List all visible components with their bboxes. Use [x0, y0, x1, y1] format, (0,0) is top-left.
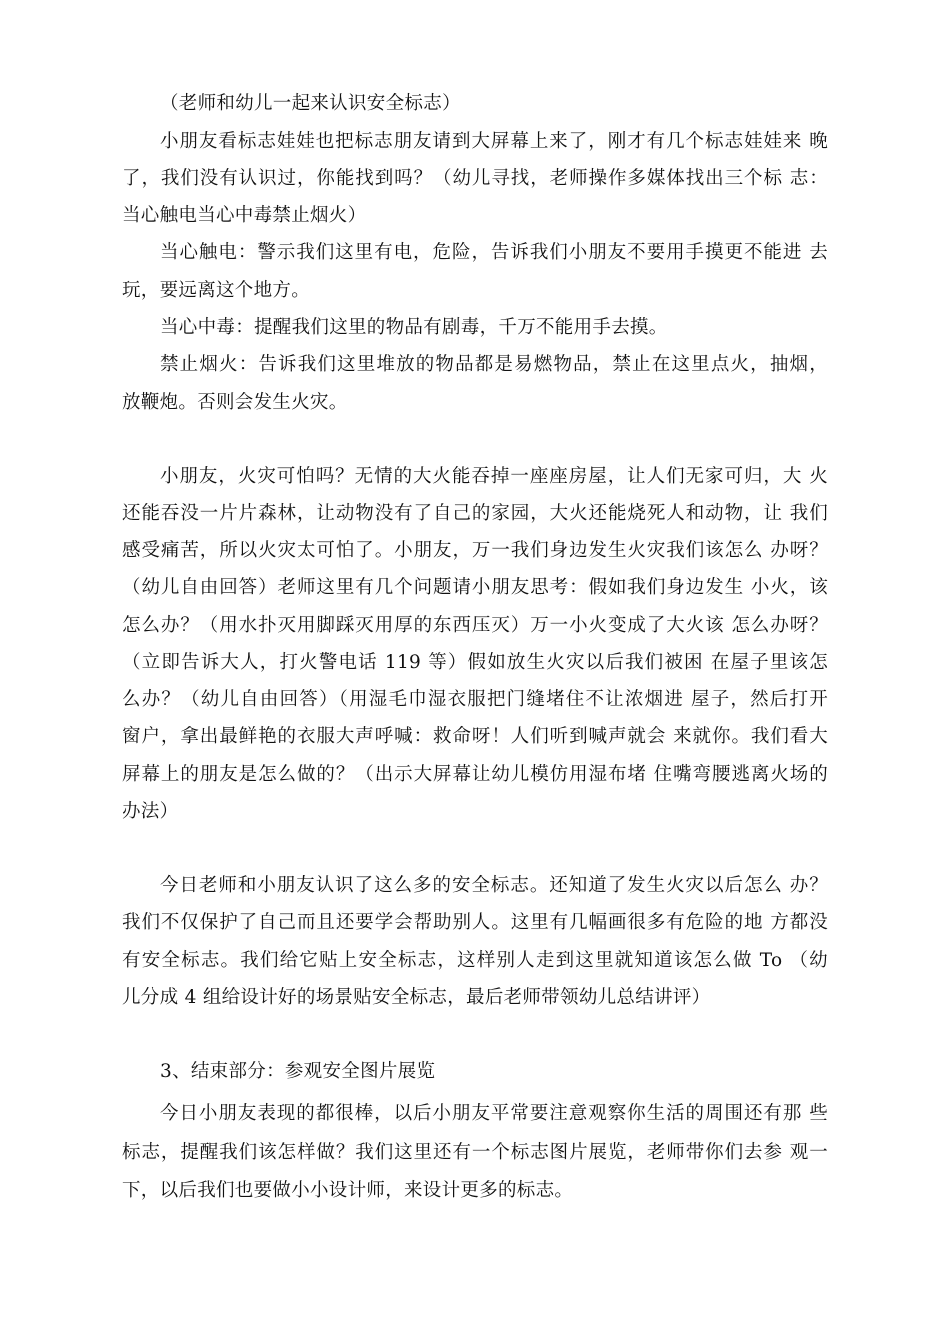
poison-line-1: 当心中毒：提醒我们这里的物品有剧毒，千万不能用手去摸。	[160, 317, 668, 338]
closing-line-1: 今日小朋友表现的都很棒，以后小朋友平常要注意观察你生活的周围还有那 些	[160, 1103, 828, 1124]
find-signs-line-1: 小朋友看标志娃娃也把标志朋友请到大屏幕上来了，刚才有几个标志娃娃来 晚	[160, 131, 828, 152]
closing-line-2: 标志，提醒我们该怎样做？我们这里还有一个标志图片展览，老师带你们去参 观一	[122, 1142, 828, 1163]
fire-danger-line-3: 感受痛苦，所以火灾太可怕了。小朋友，万一我们身边发生火灾我们该怎么 办呀？	[122, 540, 828, 561]
electric-shock-line-2: 玩，要远离这个地方。	[122, 280, 311, 301]
no-fire-line-2: 放鞭炮。否则会发生火灾。	[122, 392, 348, 413]
closing-line-3: 下，以后我们也要做小小设计师，来设计更多的标志。	[122, 1180, 574, 1201]
no-fire-line-1: 禁止烟火：告诉我们这里堆放的物品都是易燃物品，禁止在这里点火，抽烟，	[160, 354, 828, 375]
fire-danger-line-6: （立即告诉大人，打火警电话 119 等）假如放生火灾以后我们被困 在屋子里该怎	[122, 652, 828, 673]
electric-shock-line-1: 当心触电：警示我们这里有电，危险，告诉我们小朋友不要用手摸更不能进 去	[160, 242, 828, 263]
fire-danger-line-10: 办法）	[122, 801, 179, 822]
activity-line-3: 有安全标志。我们给它贴上安全标志，这样别人走到这里就知道该怎么做 To （幼	[122, 950, 828, 971]
fire-danger-line-7: 么办？（幼儿自由回答）（用湿毛巾湿衣服把门缝堵住不让浓烟进 屋子，然后打开	[122, 689, 828, 710]
find-signs-line-3: 当心触电当心中毒禁止烟火）	[122, 205, 367, 226]
fire-danger-line-9: 屏幕上的朋友是怎么做的？（出示大屏幕让幼儿模仿用湿布堵 住嘴弯腰逃离火场的	[122, 764, 828, 785]
intro-note-line-1: （老师和幼儿一起来认识安全标志）	[160, 93, 461, 114]
activity-line-1: 今日老师和小朋友认识了这么多的安全标志。还知道了发生火灾以后怎么 办？	[160, 875, 828, 896]
find-signs-line-2: 了，我们没有认识过，你能找到吗？（幼儿寻找，老师操作多媒体找出三个标 志：	[122, 168, 828, 189]
activity-line-4: 儿分成 4 组给设计好的场景贴安全标志，最后老师带领幼儿总结讲评）	[122, 987, 711, 1008]
section-heading: 3、结束部分：参观安全图片展览	[160, 1061, 436, 1082]
activity-line-2: 我们不仅保护了自己而且还要学会帮助别人。这里有几幅画很多有危险的地 方都没	[122, 912, 828, 933]
fire-danger-line-2: 还能吞没一片片森林，让动物没有了自己的家园，大火还能烧死人和动物，让 我们	[122, 503, 828, 524]
fire-danger-line-4: （幼儿自由回答）老师这里有几个问题请小朋友思考：假如我们身边发生 小火，该	[122, 577, 828, 598]
fire-danger-line-8: 窗户，拿出最鲜艳的衣服大声呼喊：救命呀！人们听到喊声就会 来就你。我们看大	[122, 726, 828, 747]
fire-danger-line-1: 小朋友，火灾可怕吗？无情的大火能吞掉一座座房屋，让人们无家可归，大 火	[160, 466, 828, 487]
fire-danger-line-5: 怎么办？（用水扑灭用脚踩灭用厚的东西压灭）万一小火变成了大火该 怎么办呀？	[122, 615, 828, 636]
